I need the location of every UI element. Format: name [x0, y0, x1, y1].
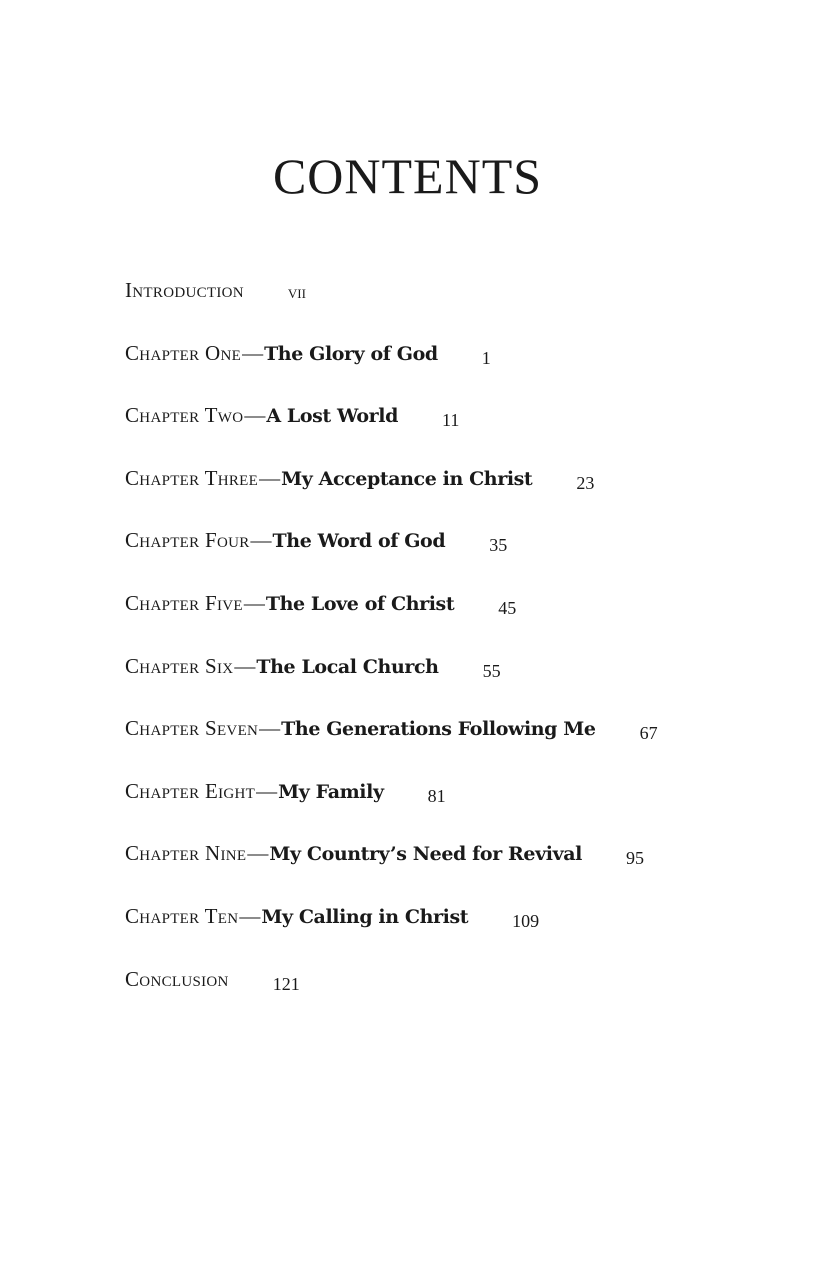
- toc-entry-page-number: 81: [427, 785, 446, 806]
- toc-entry-label: Chapter Three: [125, 465, 259, 490]
- toc-entry-page-number: 45: [498, 597, 517, 618]
- toc-entry-title: The Generations Following Me: [281, 718, 596, 741]
- toc-entry-separator: —: [243, 590, 265, 615]
- toc-entry-page-number: 1: [481, 347, 491, 368]
- toc-entry-chapter-six: [125, 650, 765, 713]
- toc-entry-label: Chapter Five: [125, 590, 243, 615]
- toc-entry-page-number: 23: [576, 472, 595, 493]
- toc-entry-chapter-seven: [125, 712, 765, 775]
- toc-entry-chapter-three: [125, 462, 765, 525]
- toc-entry-page-number: 121: [272, 973, 300, 994]
- toc-entry-separator: —: [247, 841, 269, 866]
- toc-entry-chapter-five: [125, 587, 765, 650]
- toc-entry-label: Chapter Two: [125, 403, 244, 428]
- toc-entry-separator: —: [256, 778, 278, 803]
- toc-entry-title: My Family: [278, 780, 384, 803]
- toc-entry-separator: —: [239, 903, 261, 928]
- toc-entry-page-number: 35: [489, 535, 508, 556]
- toc-entry-label: Chapter Seven: [125, 716, 259, 741]
- toc-entry-title: My Country’s Need for Revival: [269, 843, 582, 866]
- toc-entry-title: My Acceptance in Christ: [281, 467, 533, 490]
- page-title: CONTENTS: [272, 148, 543, 204]
- toc-entry-title: A Lost World: [266, 405, 398, 428]
- toc-entry-chapter-eight: [125, 775, 765, 838]
- toc-entry-chapter-one: [125, 337, 765, 400]
- toc-entry-page-number: 109: [512, 910, 540, 931]
- toc-entry-separator: —: [259, 465, 281, 490]
- toc-entry-introduction: [125, 274, 765, 337]
- toc-entry-page-number: 67: [639, 723, 658, 744]
- toc-entry-label: Introduction: [125, 278, 244, 302]
- toc-entry-page-number: 11: [442, 410, 460, 431]
- toc-entry-page-number: 95: [625, 848, 644, 869]
- toc-entry-label: Chapter Nine: [125, 841, 247, 866]
- toc-entry-label: Chapter One: [125, 340, 242, 365]
- toc-entry-chapter-nine: [125, 837, 765, 900]
- toc-entry-separator: —: [259, 716, 281, 741]
- toc-entry-page-number: 55: [482, 660, 501, 681]
- toc-entry-separator: —: [244, 403, 266, 428]
- toc-entry-chapter-four: [125, 524, 765, 587]
- toc-entry-chapter-ten: [125, 900, 765, 963]
- toc-entry-separator: —: [234, 653, 256, 678]
- toc-entry-label: Chapter Six: [125, 653, 234, 678]
- table-of-contents: [125, 274, 765, 1025]
- toc-entry-label: Chapter Four: [125, 528, 250, 553]
- toc-entry-separator: —: [250, 528, 272, 553]
- toc-entry-label: Chapter Eight: [125, 778, 256, 803]
- toc-entry-page-number: vii: [287, 282, 306, 303]
- toc-entry-title: My Calling in Christ: [261, 905, 469, 928]
- toc-entry-label: Chapter Ten: [125, 903, 239, 928]
- toc-entry-conclusion: [125, 963, 765, 1026]
- toc-entry-title: The Love of Christ: [265, 592, 455, 615]
- toc-entry-chapter-two: [125, 399, 765, 462]
- toc-entry-title: The Word of God: [272, 530, 446, 553]
- toc-entry-title: The Local Church: [256, 655, 439, 678]
- toc-entry-separator: —: [242, 340, 264, 365]
- toc-entry-title: The Glory of God: [264, 342, 438, 365]
- toc-entry-label: Conclusion: [125, 966, 229, 991]
